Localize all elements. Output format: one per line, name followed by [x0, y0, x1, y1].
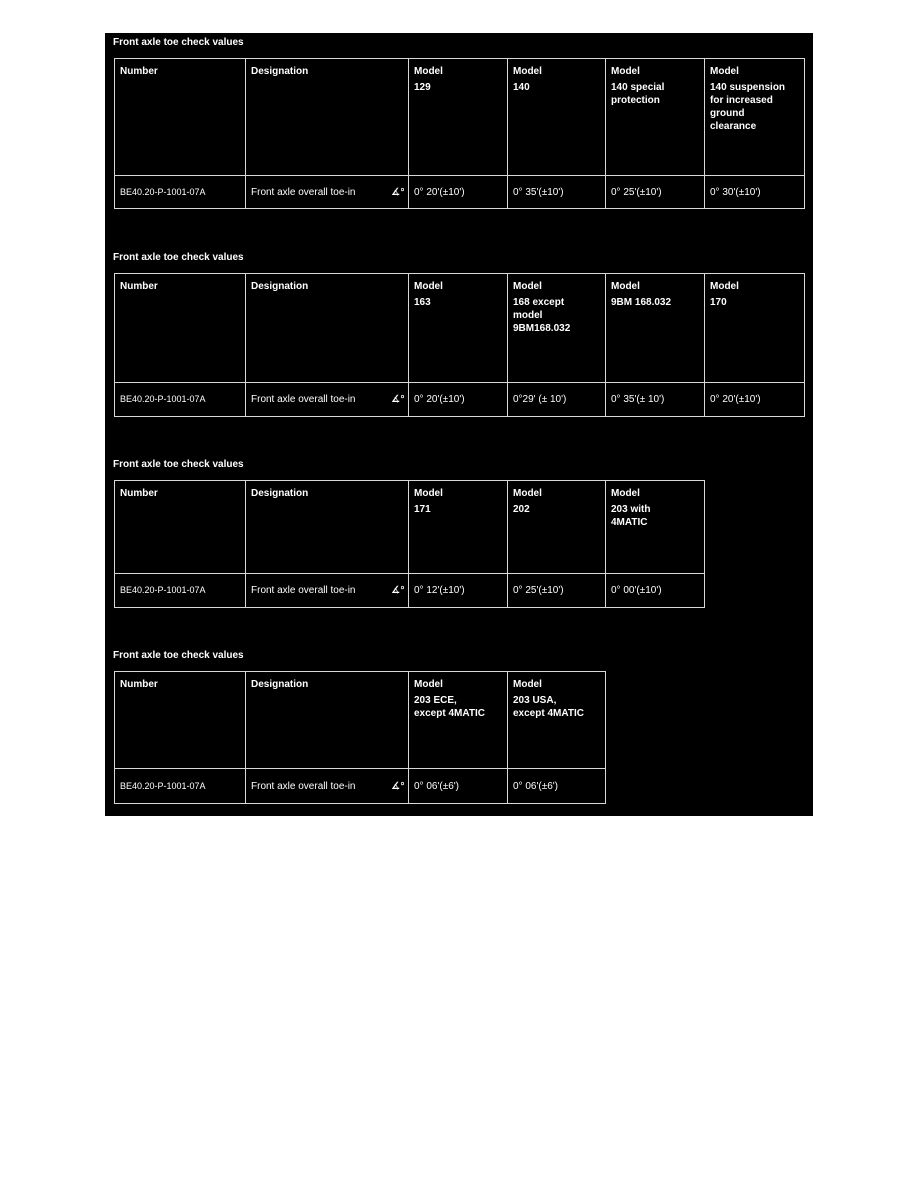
toe-check-table: [114, 671, 606, 804]
table-row: [115, 383, 805, 417]
row-value: 0° 20'(±10'): [409, 383, 508, 417]
angle-icon: ∡°: [391, 585, 404, 596]
model-label: Model: [611, 281, 640, 292]
designation-text: Front axle overall toe-in: [251, 394, 356, 405]
row-designation: [246, 574, 409, 608]
header-model: [606, 274, 705, 383]
model-label: Model: [513, 679, 542, 690]
model-label: Model: [414, 66, 443, 77]
model-name: 129: [414, 82, 431, 93]
row-value: 0° 25'(±10'): [606, 176, 705, 209]
angle-icon: ∡°: [391, 780, 404, 792]
row-value: 0° 06'(±6'): [409, 769, 508, 804]
row-number: BE40.20-P-1001-07A: [115, 383, 246, 417]
header-model: [508, 59, 606, 176]
row-value: 0° 35'(± 10'): [606, 383, 705, 417]
header-designation: Designation: [246, 672, 409, 769]
row-number: BE40.20-P-1001-07A: [115, 574, 246, 608]
model-name: 168 except model 9BM168.032: [513, 297, 571, 334]
header-number: Number: [115, 59, 246, 176]
toe-table-section-2: [113, 252, 805, 417]
toe-table-section-3: [113, 459, 705, 608]
header-model: [409, 672, 508, 769]
table-row: [115, 769, 606, 804]
header-model: [705, 274, 805, 383]
model-label: Model: [513, 66, 542, 77]
model-name: 140: [513, 82, 530, 93]
designation-text: Front axle overall toe-in: [251, 780, 356, 792]
angle-icon: ∡°: [391, 394, 404, 405]
model-name: 203 USA, except 4MATIC: [513, 695, 584, 719]
section-title: Front axle toe check values: [113, 650, 244, 661]
model-label: Model: [710, 281, 739, 292]
table-header-row: [115, 59, 805, 176]
header-model: [409, 59, 508, 176]
header-designation: Designation: [246, 481, 409, 574]
toe-table-section-1: [113, 37, 805, 209]
model-name: 203 with 4MATIC: [611, 504, 651, 528]
header-model: [606, 481, 705, 574]
row-value: 0° 35'(±10'): [508, 176, 606, 209]
document-panel: [105, 33, 813, 816]
row-designation: [246, 383, 409, 417]
row-value: 0° 20'(±10'): [705, 383, 805, 417]
table-row: [115, 176, 805, 209]
model-label: Model: [414, 281, 443, 292]
header-designation: Designation: [246, 274, 409, 383]
model-name: 9BM 168.032: [611, 297, 672, 308]
row-value: 0° 12'(±10'): [409, 574, 508, 608]
header-model: [508, 274, 606, 383]
section-title: Front axle toe check values: [113, 252, 244, 263]
table-header-row: [115, 672, 606, 769]
table-header-row: [115, 274, 805, 383]
model-label: Model: [611, 66, 640, 77]
model-label: Model: [513, 281, 542, 292]
angle-icon: ∡°: [391, 186, 404, 198]
row-value: 0° 20'(±10'): [409, 176, 508, 209]
row-number: BE40.20-P-1001-07A: [115, 176, 246, 209]
model-name: 163: [414, 297, 431, 308]
table-header-row: [115, 481, 705, 574]
row-value: 0°29' (± 10'): [508, 383, 606, 417]
section-title: Front axle toe check values: [113, 459, 244, 470]
row-value: 0° 30'(±10'): [705, 176, 805, 209]
model-label: Model: [611, 488, 640, 499]
designation-text: Front axle overall toe-in: [251, 186, 356, 198]
model-name: 170: [710, 297, 727, 308]
toe-check-table: [114, 273, 805, 417]
header-model: [409, 274, 508, 383]
header-model: [508, 481, 606, 574]
model-name: 140 suspension for increased ground clearance: [710, 82, 786, 132]
model-label: Model: [414, 679, 443, 690]
header-model: [606, 59, 705, 176]
toe-table-section-4: [113, 650, 606, 804]
section-title: Front axle toe check values: [113, 37, 244, 48]
table-row: [115, 574, 705, 608]
model-name: 171: [414, 504, 431, 515]
model-label: Model: [513, 488, 542, 499]
row-value: 0° 06'(±6'): [508, 769, 606, 804]
model-label: Model: [710, 66, 739, 77]
row-value: 0° 25'(±10'): [508, 574, 606, 608]
row-designation: [246, 769, 409, 804]
header-number: Number: [115, 481, 246, 574]
model-label: Model: [414, 488, 443, 499]
row-value: 0° 00'(±10'): [606, 574, 705, 608]
model-name: 140 special protection: [611, 82, 665, 106]
toe-check-table: [114, 58, 805, 209]
toe-check-table: [114, 480, 705, 608]
header-model: [508, 672, 606, 769]
header-model: [409, 481, 508, 574]
designation-text: Front axle overall toe-in: [251, 585, 356, 596]
header-designation: Designation: [246, 59, 409, 176]
header-number: Number: [115, 672, 246, 769]
header-model: [705, 59, 805, 176]
model-name: 203 ECE, except 4MATIC: [414, 695, 485, 719]
row-designation: [246, 176, 409, 209]
row-number: BE40.20-P-1001-07A: [115, 769, 246, 804]
model-name: 202: [513, 504, 530, 515]
header-number: Number: [115, 274, 246, 383]
